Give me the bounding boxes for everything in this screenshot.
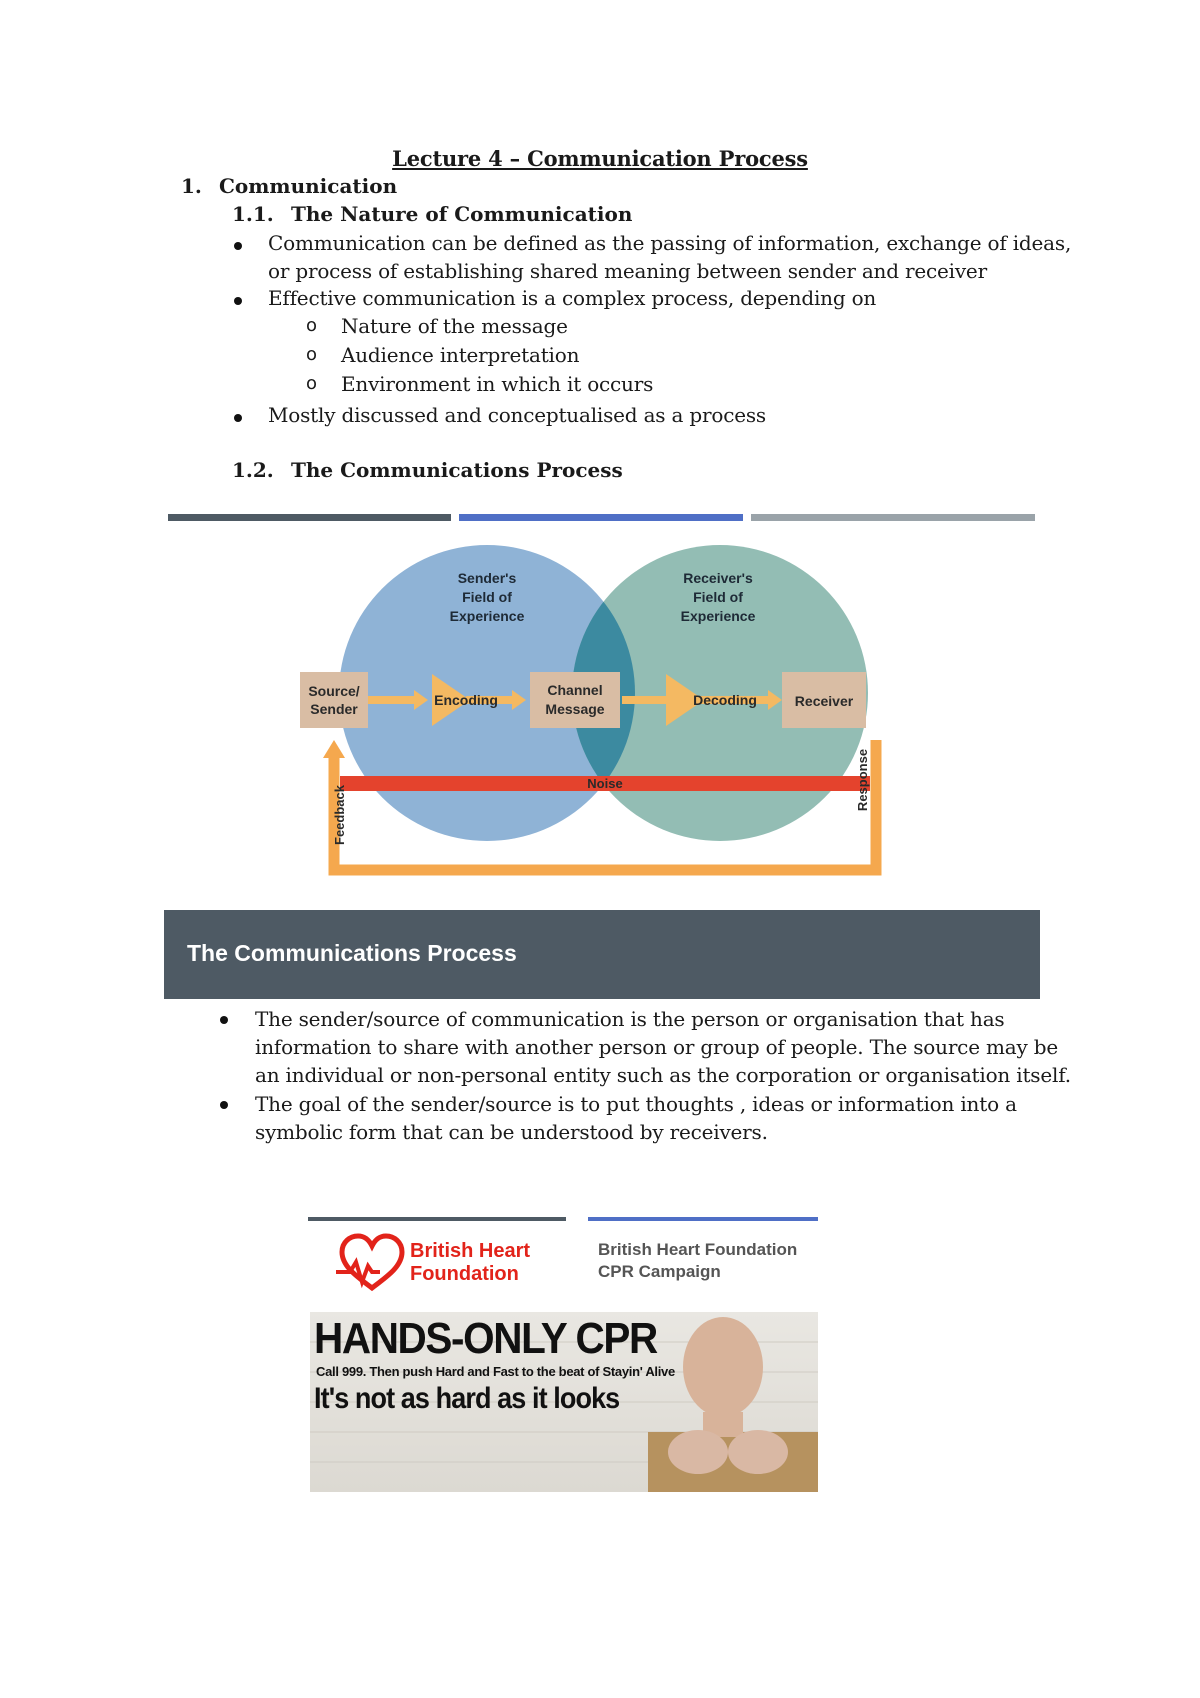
sender-field-line3: Experience [449,608,525,624]
source-sender-box [300,672,368,728]
ad-headline: HANDS-ONLY CPR [314,1314,657,1363]
goal-bullet-line1: The goal of the sender/source is to put thoughts , ideas or information into a [255,1092,1017,1116]
divider-bar-dark [168,514,451,521]
heart-logo-icon [336,1232,408,1294]
sub-bullet-icon: o [306,373,318,394]
channel-label-line1: Channel [547,682,603,698]
banner-title: The Communications Process [187,940,517,966]
response-label: Response [855,748,870,812]
sender-bullet-line1: The sender/source of communication is the person or organisation that has [255,1007,1005,1031]
sender-bullet-line2: information to share with another person or group of people. The source may be [255,1035,1058,1059]
bullet-definition-line1: Communication can be defined as the passing of information, exchange of ideas, [268,231,1072,255]
section-1-number: 1. [181,174,202,198]
goal-bullet-line2: symbolic form that can be understood by receivers. [255,1120,768,1144]
sub-bullet-icon: o [306,315,318,336]
receiver-field-line2: Field of [693,589,743,605]
bhf-bar-dark [308,1217,566,1221]
feedback-arrowhead-icon [323,740,345,758]
sub-item-message: Nature of the message [341,314,568,338]
divider-bar-grey [751,514,1035,521]
receiver-field-line3: Experience [680,608,756,624]
bullet-icon [234,414,242,422]
section-1-2-number: 1.2. [232,458,274,482]
channel-message-box [530,672,620,728]
bullet-definition-line2: or process of establishing shared meaning between sender and receiver [268,259,987,283]
bhf-bar-blue [588,1217,818,1221]
bhf-logo-text-line2: Foundation [410,1263,519,1285]
bullet-effective: Effective communication is a complex process, depending on [268,286,877,310]
noise-label: Noise [587,776,623,791]
bullet-icon [220,1016,228,1024]
sender-field-line2: Field of [462,589,512,605]
channel-label-line2: Message [545,701,605,717]
sender-bullet-line3: an individual or non-personal entity such as the corporation or organisation itself. [255,1063,1071,1087]
bhf-caption-line1: British Heart Foundation [598,1240,798,1259]
section-1-2-heading: The Communications Process [291,458,623,482]
ad-subline: Call 999. Then push Hard and Fast to the beat of Stayin' Alive [316,1364,675,1379]
section-1-heading: Communication [219,174,398,198]
cpr-campaign-ad [310,1312,818,1492]
ad-tagline: It's not as hard as it looks [314,1382,620,1415]
sub-item-audience: Audience interpretation [341,343,580,367]
encoding-label: Encoding [434,692,498,708]
section-1-1-heading: The Nature of Communication [291,202,633,226]
communication-process-diagram [290,540,920,890]
sender-field-line1: Sender's [457,570,517,586]
ad-person-photo [628,1312,818,1492]
source-label-line2: Sender [310,701,358,717]
bullet-process: Mostly discussed and conceptualised as a process [268,403,766,427]
bullet-icon [234,297,242,305]
bhf-logo-text-line1: British Heart [410,1240,531,1262]
sub-item-environment: Environment in which it occurs [341,372,654,396]
arrow-shaft [368,696,416,704]
feedback-label: Feedback [332,785,347,845]
sub-bullet-icon: o [306,344,318,365]
receiver-label: Receiver [794,693,854,709]
decoding-label: Decoding [693,692,757,708]
page-title: Lecture 4 – Communication Process [392,146,808,171]
bhf-caption-line2: CPR Campaign [598,1262,721,1281]
communications-process-banner [164,910,1040,999]
bullet-icon [220,1101,228,1109]
source-label-line1: Source/ [308,683,360,699]
section-1-1-number: 1.1. [232,202,274,226]
arrow-shaft [622,696,666,704]
bullet-icon [234,242,242,250]
receiver-field-line1: Receiver's [683,570,753,586]
divider-bar-blue [459,514,743,521]
